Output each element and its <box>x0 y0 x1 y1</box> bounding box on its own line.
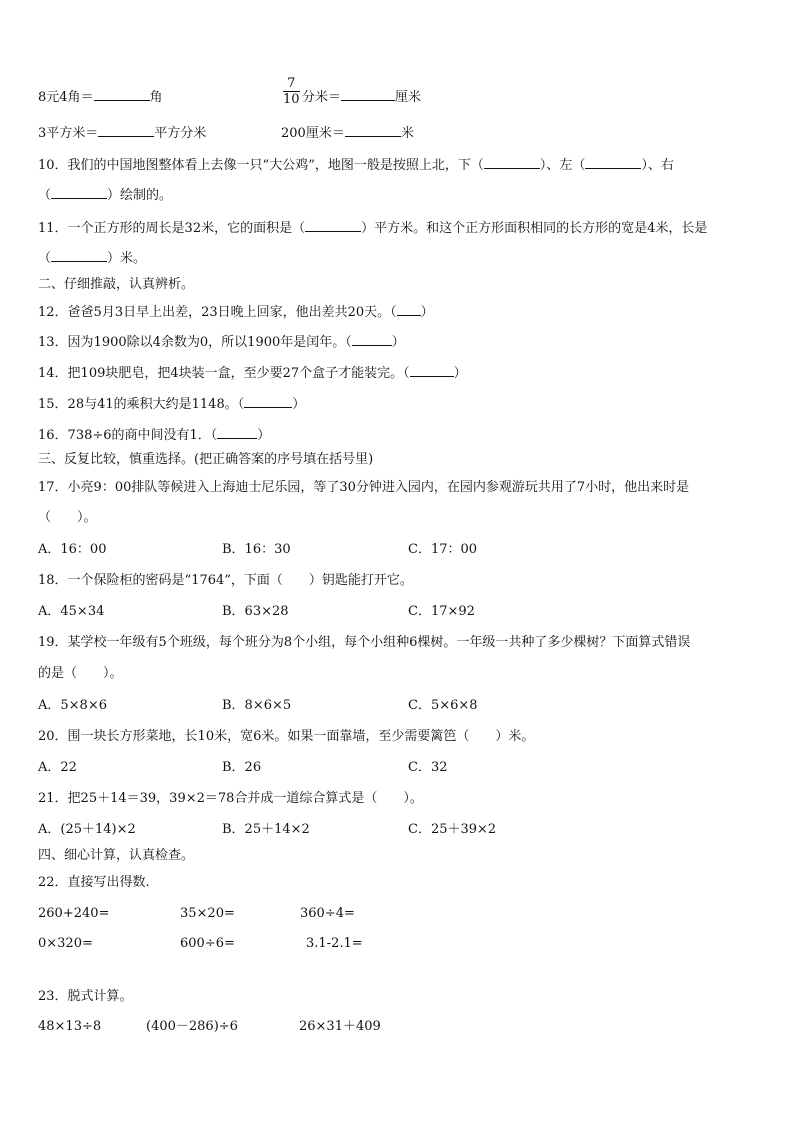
q14-text: ） <box>453 366 467 381</box>
answer-blank[interactable] <box>217 426 257 439</box>
answer-blank[interactable] <box>397 303 421 316</box>
answer-blank[interactable] <box>345 124 401 137</box>
fraction-seven-tenths <box>283 76 300 107</box>
oral-calc-item: 600÷6= <box>180 936 235 951</box>
option-c[interactable]: C．17：00 <box>408 542 478 557</box>
section-2-heading: 二、仔细推敲，认真辨析。 <box>38 277 195 292</box>
step-calc-item: 48×13÷8 <box>38 1019 102 1034</box>
question-12 <box>38 303 434 322</box>
conversion-row-2 <box>38 124 206 143</box>
question-15 <box>38 395 305 414</box>
answer-blank[interactable] <box>98 124 154 137</box>
q11-text: ）平方米。和这个正方形面积相同的长方形的宽是4米，长是 <box>361 221 708 236</box>
q10-text: （ <box>38 188 52 203</box>
unit-text: 厘米 <box>395 90 422 105</box>
q11-text: ）米。 <box>107 251 147 266</box>
q13-text: ） <box>391 335 405 350</box>
oral-calc-item: 260+240= <box>38 906 110 921</box>
q12-text: 12．爸爸5月3日早上出差，23日晚上回家，他出差共20天。（ <box>38 305 397 320</box>
q10-text: ）、右 <box>641 158 674 173</box>
q12-text: ） <box>420 305 434 320</box>
q10-text: ）绘制的。 <box>107 188 173 203</box>
q16-text: ） <box>257 428 271 443</box>
option-b[interactable]: B．25＋14×2 <box>222 822 310 837</box>
question-10-line-1 <box>38 156 674 175</box>
answer-blank[interactable] <box>305 219 361 232</box>
option-b[interactable]: B．26 <box>222 760 262 775</box>
answer-blank[interactable] <box>585 156 641 169</box>
question-10-line-2 <box>38 186 172 205</box>
section-3-heading: 三、反复比较，慎重选择。(把正确答案的序号填在括号里) <box>38 452 374 467</box>
question-17-line-1: 17．小亮9：00排队等候进入上海迪士尼乐园，等了30分钟进入园内，在园内参观游玩共用了7小时，他出来时是 <box>38 480 690 495</box>
question-20: 20．围一块长方形菜地，长10米，宽6米。如果一面靠墙，至少需要篱笆（ ）米。 <box>38 729 535 744</box>
option-a[interactable]: A．(25＋14)×2 <box>38 822 136 837</box>
question-23-title: 23．脱式计算。 <box>38 989 133 1004</box>
unit-text: 角 <box>149 90 163 105</box>
question-14 <box>38 364 467 383</box>
conversion-row-1 <box>38 88 163 107</box>
q10-text: 10．我们的中国地图整体看上去像一只“大公鸡”，地图一般是按照上北，下（ <box>38 158 484 173</box>
step-calc-item: (400－286)÷6 <box>146 1019 238 1034</box>
option-a[interactable]: A．5×8×6 <box>38 698 107 713</box>
option-c[interactable]: C．25＋39×2 <box>408 822 497 837</box>
q13-text: 13．因为1900除以4余数为0，所以1900年是闰年。（ <box>38 335 352 350</box>
answer-blank[interactable] <box>51 186 107 199</box>
question-21: 21．把25＋14＝39，39×2＝78合并成一道综合算式是（ ）。 <box>38 791 423 806</box>
oral-calc-item: 35×20= <box>180 906 235 921</box>
option-c[interactable]: C．5×6×8 <box>408 698 478 713</box>
option-c[interactable]: C．32 <box>408 760 448 775</box>
option-a[interactable]: A．22 <box>38 760 77 775</box>
question-19-line-1: 19．某学校一年级有5个班级，每个班分为8个小组，每个小组种6棵树。一年级一共种了多少棵树？下面算式错误 <box>38 635 691 650</box>
question-22-title: 22．直接写出得数. <box>38 875 150 890</box>
option-c[interactable]: C．17×92 <box>408 604 475 619</box>
q11-text: （ <box>38 251 52 266</box>
question-11-line-1 <box>38 219 707 238</box>
answer-blank[interactable] <box>341 88 395 101</box>
q15-text: ） <box>292 397 306 412</box>
answer-blank[interactable] <box>51 249 107 262</box>
q14-text: 14．把109块肥皂，把4块装一盒，至少要27个盒子才能装完。（ <box>38 366 410 381</box>
question-19-line-2: 的是（ ）。 <box>38 666 123 681</box>
question-13 <box>38 333 405 352</box>
option-b[interactable]: B．63×28 <box>222 604 289 619</box>
q16-text: 16．738÷6的商中间没有1．（ <box>38 428 218 443</box>
option-b[interactable]: B．16：30 <box>222 542 291 557</box>
answer-blank[interactable] <box>484 156 540 169</box>
oral-calc-item: 3.1-2.1= <box>306 936 363 951</box>
question-16 <box>38 426 270 445</box>
question-17-line-2: （ ）。 <box>38 510 97 525</box>
square-meter-prompt: 3平方米＝ <box>38 126 99 141</box>
yuan-jiao-prompt: 8元4角＝ <box>38 90 94 105</box>
q15-text: 15．28与41的乘积大约是1148。（ <box>38 397 245 412</box>
option-b[interactable]: B．8×6×5 <box>222 698 292 713</box>
fraction-numerator: 7 <box>283 76 300 92</box>
oral-calc-item: 360÷4= <box>300 906 355 921</box>
q10-text: ）、左（ <box>539 158 586 173</box>
question-11-line-2 <box>38 249 146 268</box>
answer-blank[interactable] <box>410 364 454 377</box>
option-a[interactable]: A．45×34 <box>38 604 105 619</box>
answer-blank[interactable] <box>244 395 292 408</box>
answer-blank[interactable] <box>352 333 392 346</box>
fraction-denominator: 10 <box>283 92 300 107</box>
unit-text: 平方分米 <box>154 126 207 141</box>
step-calc-item: 26×31＋409 <box>299 1019 381 1034</box>
centimeter-prompt <box>281 124 414 143</box>
answer-blank[interactable] <box>94 88 150 101</box>
oral-calc-item: 0×320= <box>38 936 93 951</box>
q11-text: 11．一个正方形的周长是32米，它的面积是（ <box>38 221 306 236</box>
section-4-heading: 四、细心计算，认真检查。 <box>38 848 195 863</box>
option-a[interactable]: A．16：00 <box>38 542 107 557</box>
centimeter-text: 200厘米＝ <box>281 126 345 141</box>
decimeter-prompt <box>302 88 421 107</box>
question-18: 18．一个保险柜的密码是“1764”，下面（ ）钥匙能打开它。 <box>38 573 413 588</box>
decimeter-text: 分米＝ <box>302 90 342 105</box>
unit-text: 米 <box>400 126 414 141</box>
